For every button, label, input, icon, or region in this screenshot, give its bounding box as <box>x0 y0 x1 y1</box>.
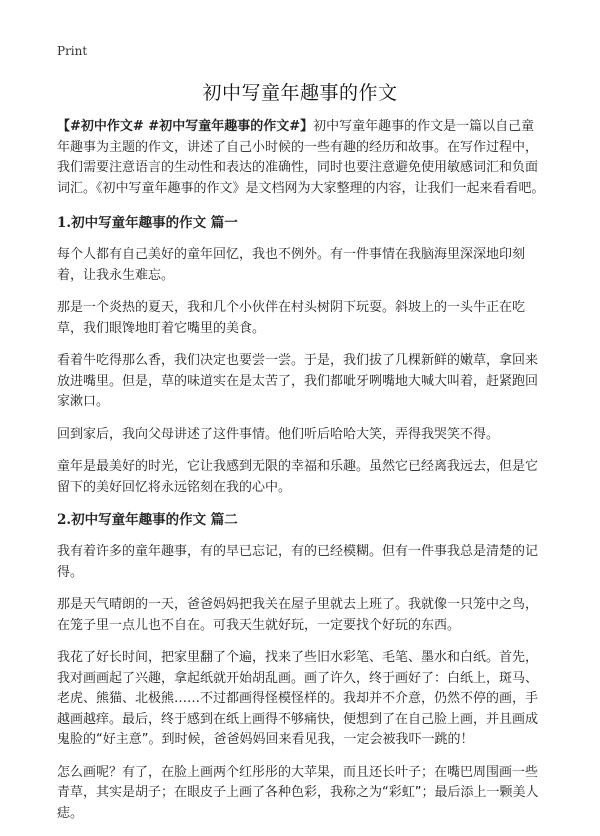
page-title: 初中写童年趣事的作文 <box>202 82 398 104</box>
section-heading-1: 1.初中写童年趣事的作文 篇一 <box>57 215 238 231</box>
paragraph: 回到家后，我向父母讲述了这件事情。他们听后哈哈大笑，弄得我哭笑不得。 <box>57 426 500 442</box>
paragraph: 我有着许多的童年趣事，有的早已忘记，有的已经模糊。但有一件事我总是清楚的记得。 <box>57 544 539 580</box>
document-body <box>57 117 547 836</box>
paragraph: 那是一个炎热的夏天，我和几个小伙伴在村头树阴下玩耍。斜坡上的一头牛正在吃草，我们眼馋地盯着它嘴里的美食。 <box>57 300 526 336</box>
section-heading-2: 2.初中写童年趣事的作文 篇二 <box>57 512 238 528</box>
print-label: Print <box>57 44 88 58</box>
paragraph: 童年是最美好的时光，它让我感到无限的幸福和乐趣。虽然它已经离我远去，但是它留下的美好回忆将永远铭刻在我的心中。 <box>57 459 539 495</box>
paragraph: 看着牛吃得那么香，我们决定也要尝一尝。于是，我们拔了几棵新鲜的嫩草，拿回来放进嘴里。但是，草的味道实在是太苦了，我们都呲牙咧嘴地大喊大叫着，赶紧跑回家漱口。 <box>57 353 539 409</box>
intro-tag: 【#初中作文# #初中写童年趣事的作文#】 <box>57 119 314 134</box>
paragraph: 我花了好长时间，把家里翻了个遍，找来了些旧水彩笔、毛笔、墨水和白纸。首先，我对画画起了兴趣，拿起纸就开始胡乱画。画了许久，终于画好了：白纸上，斑马、老虎、熊猫、北极熊……不过都画得怪模怪样的。我却并不介意，仍然不停的画，手越画越痒。最后，终于感到在纸上画得不够痛快，便想到了在自己脸上画，并且画成鬼脸的“好主意”。到时候，爸爸妈妈回来看见我，一定会被我吓一跳的！ <box>57 650 539 747</box>
paragraph: 每个人都有自己美好的童年回忆，我也不例外。有一件事情在我脑海里深深地印刻着，让我永生难忘。 <box>57 247 526 283</box>
paragraph: 那是天气晴朗的一天，爸爸妈妈把我关在屋子里就去上班了。我就像一只笼中之鸟，在笼子里一点儿也不自在。可我天生就好玩，一定要找个好玩的东西。 <box>57 597 539 633</box>
intro-text: 初中写童年趣事的作文是一篇以自己童年趣事为主题的作文，讲述了自己小时候的一些有趣的经历和故事。在写作过程中，我们需要注意语言的生动性和表达的准确性，同时也要注意避免使用敏感词汇和负面词汇。《初中写童年趣事的作文》是文档网为大家整理的内容，让我们一起来看看吧。 <box>57 119 545 196</box>
paragraph: 怎么画呢？有了，在脸上画两个红彤彤的大苹果，而且还长叶子；在嘴巴周围画一些青草，其实是胡子；在眼皮子上画了各种色彩，我称之为“彩虹”；最后添上一颗美人痣。 <box>57 764 539 821</box>
intro-paragraph <box>57 117 547 199</box>
